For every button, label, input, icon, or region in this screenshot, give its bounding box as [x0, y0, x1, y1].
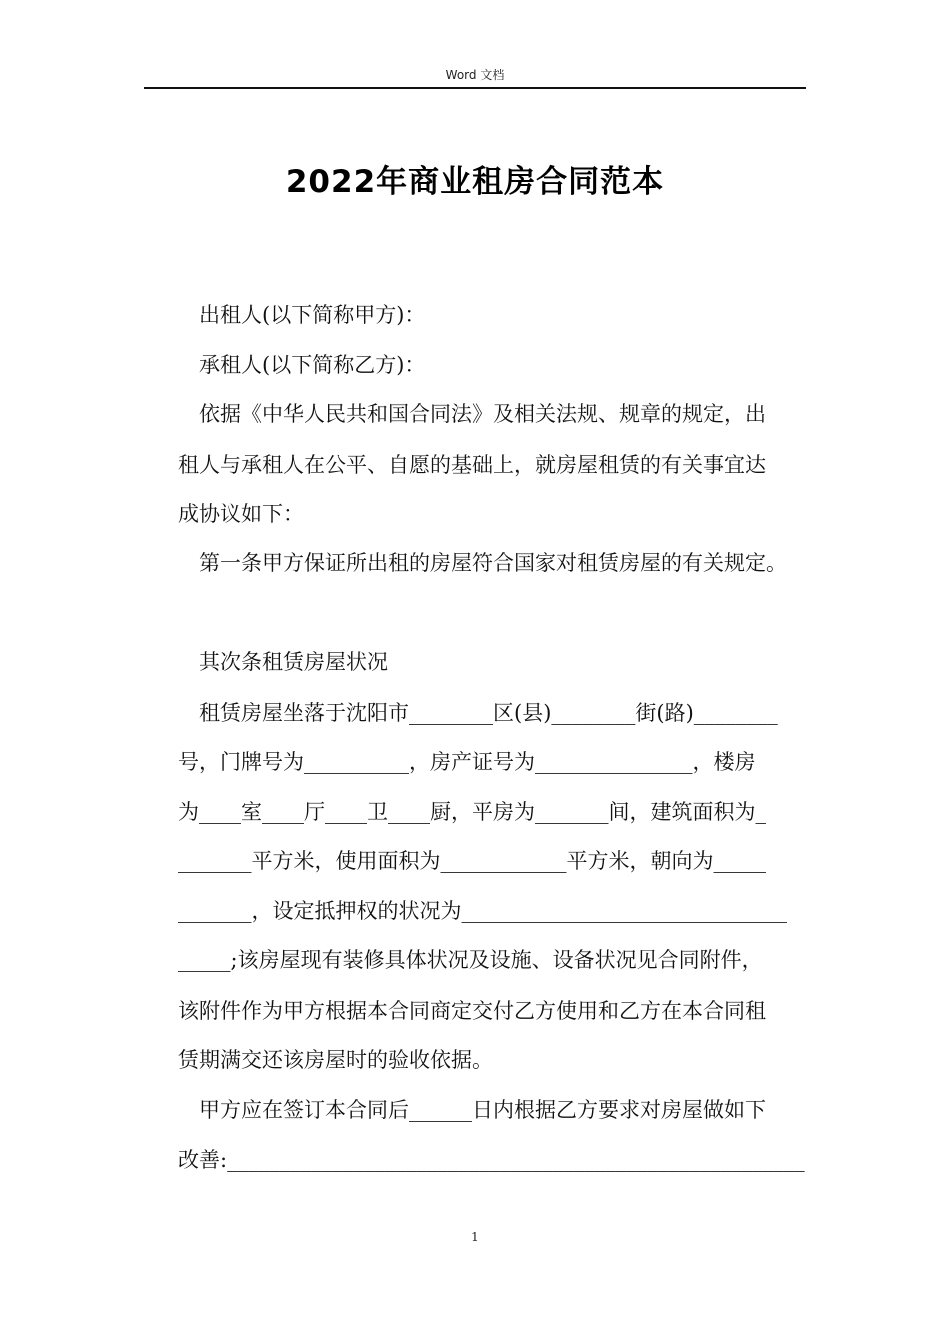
- paragraph-line: 出租人(以下简称甲方)：: [199, 303, 426, 327]
- paragraph-line: 为____室____厅____卫____厨，平房为_______间，建筑面积为_: [178, 800, 766, 824]
- paragraph-line: 租人与承租人在公平、自愿的基础上，就房屋租赁的有关事宜达: [178, 453, 766, 477]
- page-number: 1: [471, 1230, 479, 1244]
- paragraph-line: _____;该房屋现有装修具体状况及设施、设备状况见合同附件，: [178, 948, 763, 972]
- paragraph-line: 赁期满交还该房屋时的验收依据。: [178, 1048, 493, 1072]
- paragraph-line: 成协议如下：: [178, 502, 304, 526]
- paragraph-line: 依据《中华人民共和国合同法》及相关法规、规章的规定，出: [199, 402, 766, 426]
- paragraph-line: 甲方应在签订本合同后______日内根据乙方要求对房屋做如下: [199, 1098, 766, 1122]
- header-rule: [144, 87, 806, 89]
- document-title: 2022年商业租房合同范本: [285, 164, 665, 200]
- paragraph-line: _______，设定抵押权的状况为_______________________________: [178, 899, 787, 923]
- section-heading: 其次条租赁房屋状况: [199, 650, 388, 674]
- paragraph-line: 改善:_______________________________________________________: [178, 1148, 805, 1172]
- paragraph-line: _______平方米，使用面积为____________平方米，朝向为_____: [178, 849, 766, 873]
- paragraph-line: 号，门牌号为__________，房产证号为_______________，楼房: [178, 750, 756, 774]
- paragraph-line: 该附件作为甲方根据本合同商定交付乙方使用和乙方在本合同租: [178, 999, 766, 1023]
- paragraph-line: 第一条甲方保证所出租的房屋符合国家对租赁房屋的有关规定。: [199, 551, 787, 575]
- paragraph-line: 租赁房屋坐落于沈阳市________区(县)________街(路)________: [199, 701, 778, 725]
- header-label: Word 文档: [445, 68, 505, 82]
- paragraph-line: 承租人(以下简称乙方)：: [199, 353, 426, 377]
